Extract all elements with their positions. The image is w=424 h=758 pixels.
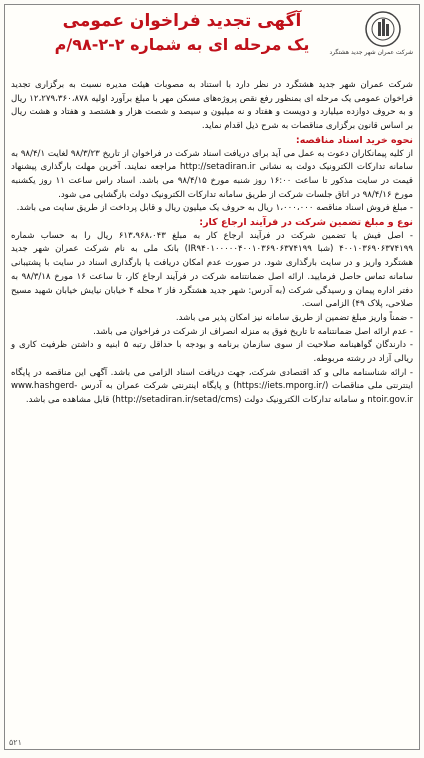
purchase-text-2: مراجعه نمایند. آخرین مهلت بارگذاری پیشنهاد قیمت در سایت مذکور تا ساعت ۱۶:۰۰ روز شنبه مورخ ۹۸/۴/۱۵ می باشد. اسناد راس ساعت ۱۱ روز یکشنبه مورخ ۹۸/۴/۱۶ در اتاق جلسات شرکت از طریق سامانه تدارکات الکترونیک دولت بازگشایی می شود.: [11, 162, 413, 200]
publication-text-1: - ارائه شناسنامه مالی و کد اقتصادی شرکت، جهت دریافت اسناد الزامی می باشد. آگهی این مناقصه در پایگاه اینترنتی ملی مناقصات: [11, 367, 413, 392]
section-heading-purchase: نحوه خرید اسناد مناقصه:: [295, 134, 413, 146]
publication-text-4: قابل مشاهده می باشد.: [25, 395, 110, 406]
title-line-1: آگهی تجدید فراخوان عمومی: [62, 11, 302, 31]
purchase-paragraph: [11, 148, 413, 203]
guarantee-paragraph: - اصل فیش یا تضمین شرکت در فرآیند ارجاع کار به مبلغ ۶۱۳،۹۶۸،۰۴۳ ریال را به حساب شماره ۴۰۰۱۰۳۶۹۰۶۳۷۴۱۹۹ (شبا IR۹۴۰۱۰۰۰۰۰۴۰۰۱۰۳۶۹۰۶۳۷۴۱۹۹) بانک ملی به نام شرکت عمران شهر جدید هشتگرد واریز و در سایت بارگذاری شود. در صورت عدم امکان دریافت یا بارگذاری اسناد در سایت با پشتیبانی سامانه تماس حاصل فرمایید. ارائه اصل ضمانتنامه شرکت در فرآیند ارجاع کار، تا ساعت ۱۶ مورخ ۹۸/۳/۱۸ به دفتر اداره پیمان و رسیدگی شرکت (به آدرس: شهر جدید هشتگرد فاز ۲ محله ۴ خیابان نیایش خیابان شهید مسیح صلاحی، پلاک ۴۹) الزامی است.: [11, 230, 413, 310]
publication-text-2: و پایگاه اینترنتی شرکت عمران به آدرس: [81, 381, 230, 392]
company-website-link[interactable]: www.hashgerd-ntoir.gov.ir: [11, 381, 413, 406]
iets-link[interactable]: (https://iets.mporg.ir/): [233, 381, 329, 392]
publication-text-3: و سامانه تدارکات الکترونیک دولت: [244, 395, 365, 406]
setad-cms-link[interactable]: (http://setadiran.ir/setad/cms): [112, 395, 242, 406]
title-line-2: یک مرحله ای به شماره ۲-۲-۹۸/م: [54, 35, 310, 54]
notice-header: [5, 5, 419, 79]
publication-paragraph: [11, 367, 413, 408]
deposit-note: - ضمناً واریز مبلغ تضمین از طریق سامانه نیز امکان پذیر می باشد.: [175, 312, 413, 323]
notice-title: [15, 9, 349, 57]
notice-body: [5, 79, 419, 408]
company-logo: [329, 9, 413, 67]
footer-mark: ۵۲۱: [9, 738, 22, 747]
purchase-text-1: از کلیه پیمانکاران دعوت به عمل می آید برای دریافت اسناد شرکت در فراخوان از تاریخ ۹۸/۳/۲۳ لغایت ۹۸/۴/۱ به سامانه تدارکات الکترونیک دولت به نشانی: [11, 148, 414, 173]
section-heading-guarantee: نوع و مبلغ تضمین شرکت در فرآیند ارجاع کار:: [199, 217, 413, 229]
document-fee-paragraph: - مبلغ فروش اسناد مناقصه ۱،۰۰۰،۰۰۰ ریال به حروف یک میلیون ریال و قابل پرداخت از طریق سایت می باشد.: [16, 203, 413, 214]
logo-text: شرکت عمران شهر جدید هشتگرد: [329, 49, 413, 56]
intro-paragraph: شرکت عمران شهر جدید هشتگرد در نظر دارد با استناد به مصوبات هیئت مدیره نسبت به برگزاری تجدید فراخوان عمومی یک مرحله ای بمنظور رفع نقص پروژه‌های مسکن مهر با مبلغ برآورد اولیه ۱۲،۲۷۹،۳۶۰،۸۷۸ ریال و به حروف دوازده میلیارد و دویست و هفتاد و نه میلیون و سیصد و شصت هزار و هشتصد و هفتاد و هشت ریال بر اساس قانون برگزاری مناقصات به شرح ذیل اقدام نماید.: [11, 80, 413, 132]
setad-link[interactable]: http://setadiran.ir: [180, 162, 256, 173]
notice-page: [4, 4, 420, 750]
withdrawal-note: - عدم ارائه اصل ضمانتنامه تا تاریخ فوق به منزله انصراف از شرکت در فراخوان می باشد.: [93, 326, 413, 337]
qualification-note: - دارندگان گواهینامه صلاحیت از سوی سازمان برنامه و بودجه با حداقل رتبه ۵ ابنیه و داشتن ظرفیت کاری و ریالی آزاد در رشته مربوطه.: [11, 340, 413, 365]
logo-emblem-icon: [363, 9, 403, 49]
